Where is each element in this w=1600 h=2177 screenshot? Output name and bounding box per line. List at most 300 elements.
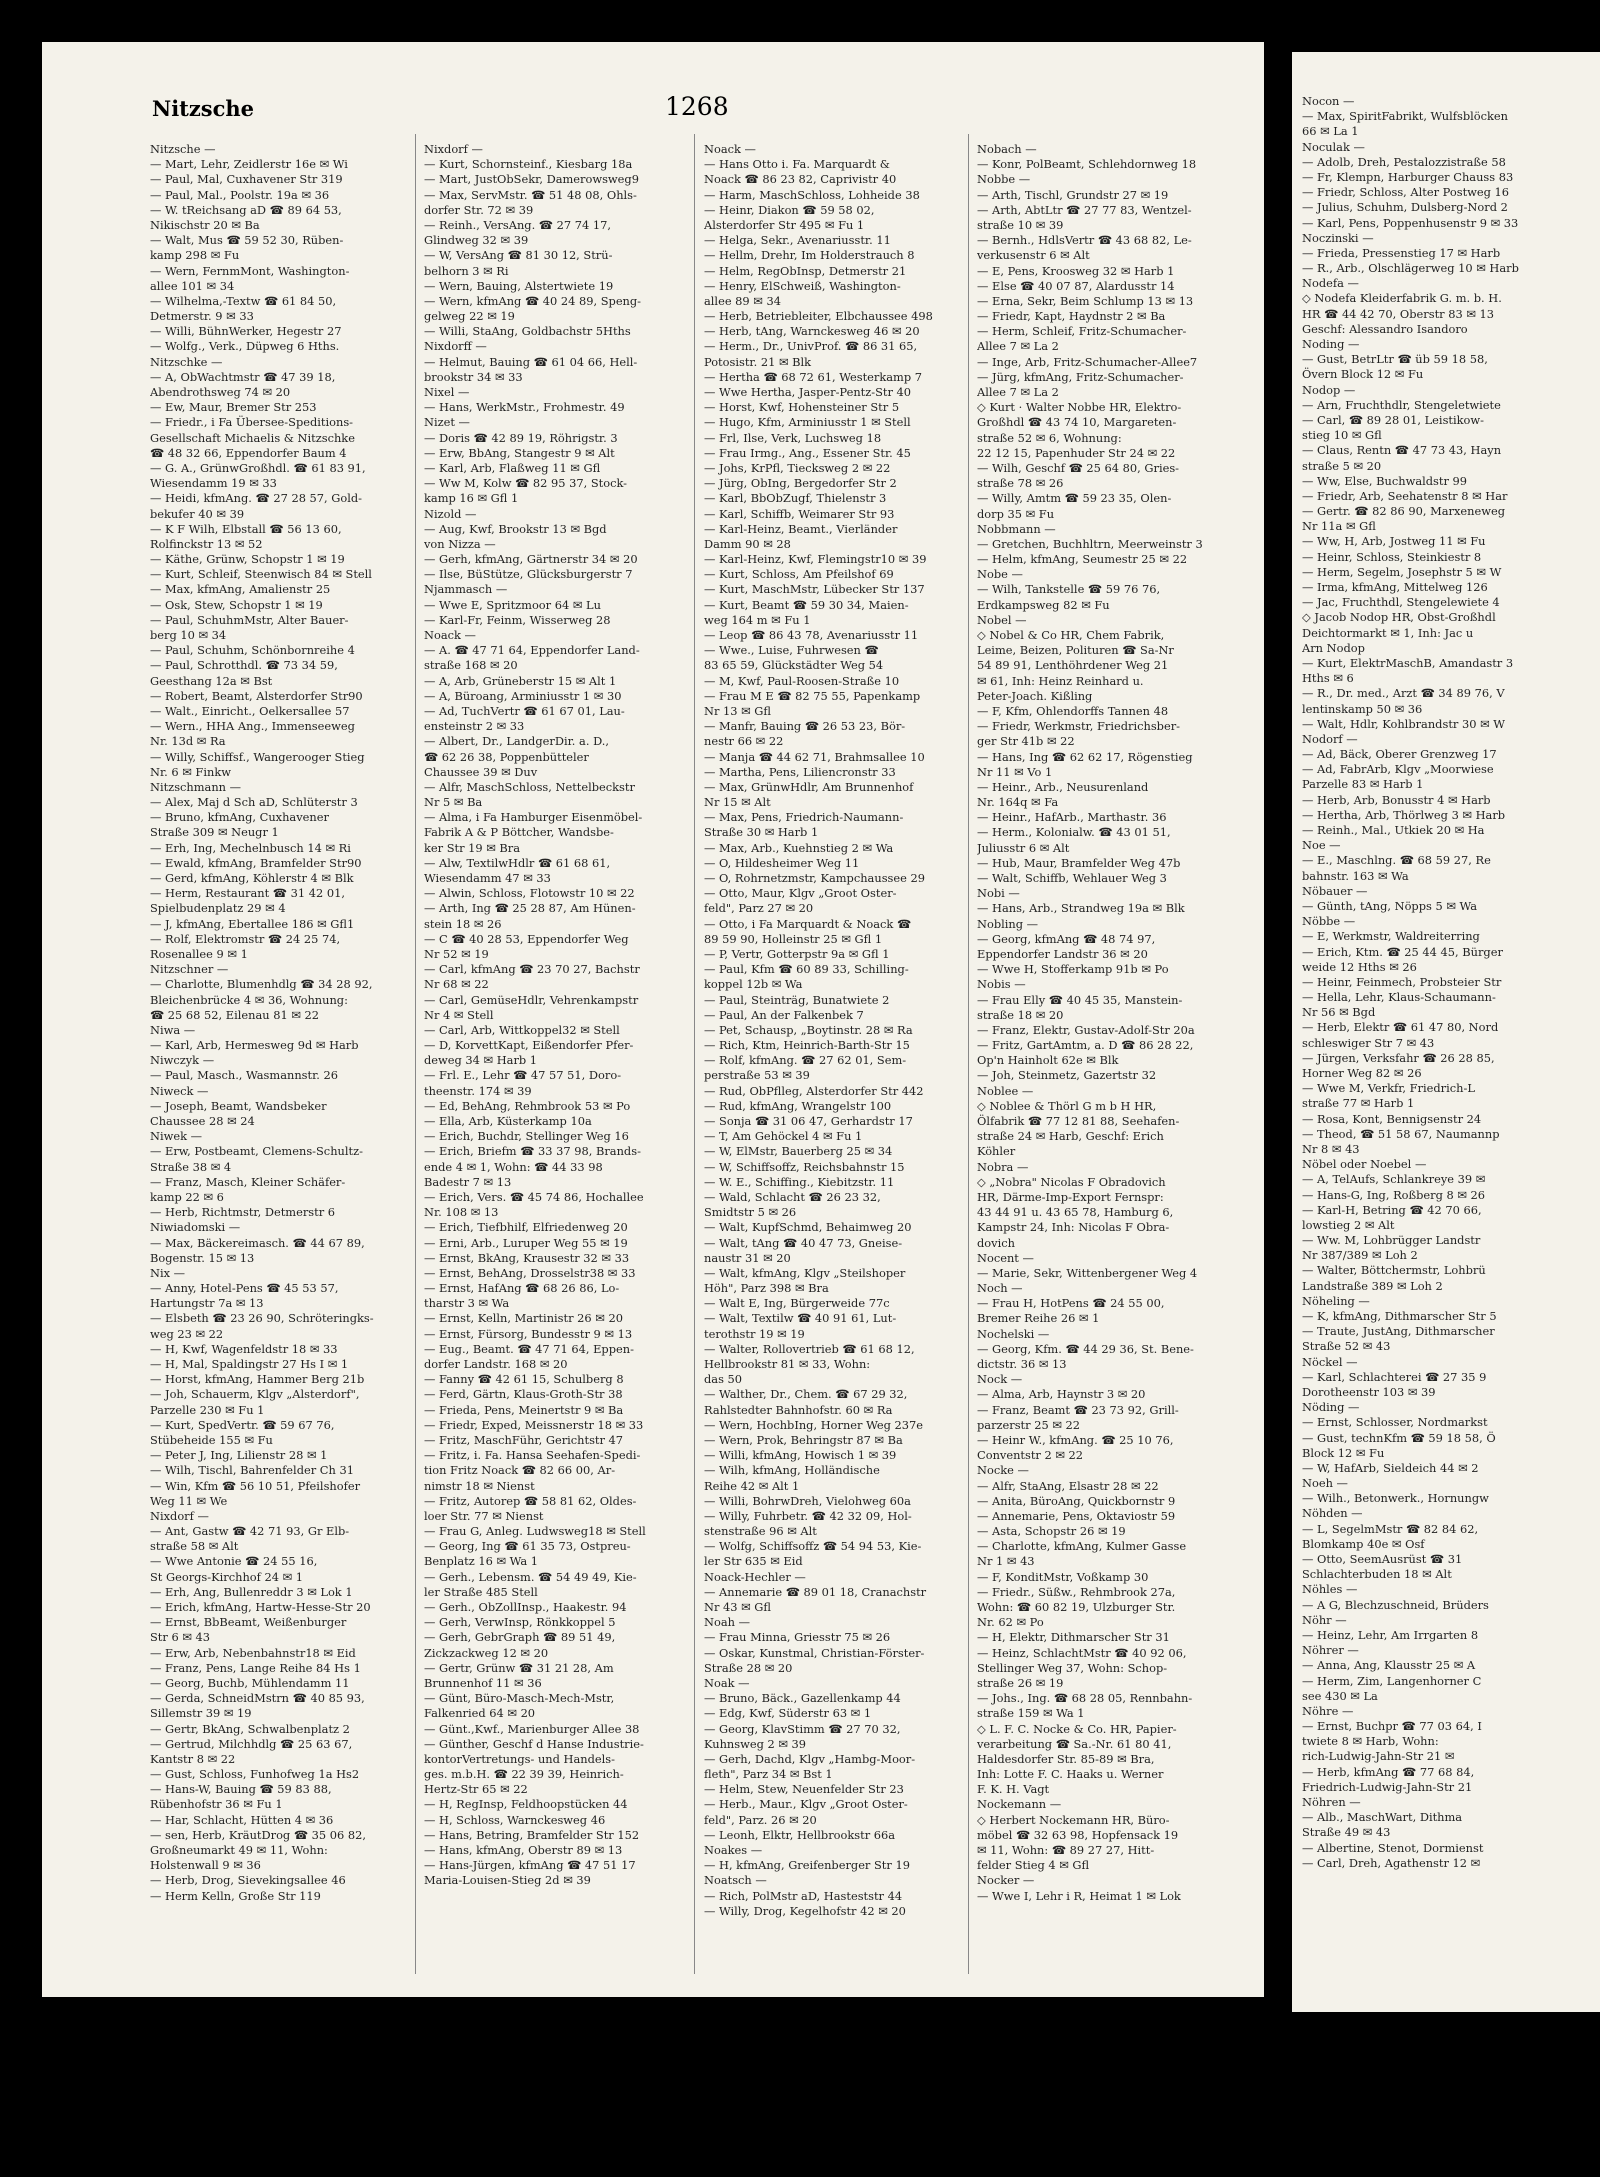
directory-entry: Nr 13 ✉ Gfl (704, 703, 772, 718)
directory-entry: — Max, SpiritFabrikt, Wulfsblöcken (1302, 109, 1508, 124)
directory-entry: — Willi, BühnWerker, Hegestr 27 (150, 324, 342, 339)
directory-entry: — Hans Otto i. Fa. Marquardt & (704, 157, 890, 172)
directory-entry: — Har, Schlacht, Hütten 4 ✉ 36 (150, 1812, 334, 1827)
directory-entry: Großneumarkt 49 ✉ 11, Wohn: (150, 1843, 328, 1857)
directory-entry: — Leonh, Elktr, Hellbrookstr 66a (704, 1827, 896, 1842)
directory-entry: — R., Arb., Olschlägerweg 10 ✉ Harb (1302, 261, 1519, 276)
directory-entry: — Gertr, BkAng, Schwalbenplatz 2 (150, 1721, 350, 1736)
directory-entry: Straße 30 ✉ Harb 1 (704, 825, 819, 840)
directory-entry: Zickzackweg 12 ✉ 20 (424, 1645, 549, 1660)
directory-entry: ☎ 25 68 52, Eilenau 81 ✉ 22 (150, 1007, 319, 1022)
directory-entry: lowstieg 2 ✉ Alt (1302, 1217, 1395, 1232)
directory-entry: Straße 38 ✉ 4 (150, 1159, 232, 1174)
directory-entry: — Wwe E, Spritzmoor 64 ✉ Lu (424, 597, 601, 612)
directory-entry: Potosistr. 21 ✉ Blk (704, 354, 812, 369)
directory-entry: — Paul, Schuhm, Schönbornreihe 4 (150, 643, 355, 658)
directory-entry: straße 18 ✉ 20 (977, 1007, 1064, 1022)
directory-entry: — T, Am Gehöckel 4 ✉ Fu 1 (704, 1129, 863, 1144)
directory-entry: stenstraße 96 ✉ Alt (704, 1524, 817, 1539)
directory-entry: — Ernst, Schlosser, Nordmarkst (1302, 1415, 1488, 1430)
directory-entry: Nöbel oder Noebel — (1302, 1157, 1427, 1172)
directory-entry: — A G, Blechzuschneid, Brüders (1302, 1597, 1489, 1612)
directory-entry: — Herm Kelln, Große Str 119 (150, 1888, 321, 1903)
directory-entry: verarbeitung ☎ Sa.-Nr. 61 80 41, (977, 1736, 1172, 1751)
directory-entry: Nr 387/389 ✉ Loh 2 (1302, 1248, 1418, 1263)
directory-entry: Conventstr 2 ✉ 22 (977, 1448, 1084, 1463)
directory-entry: — Hans, Ing ☎ 62 62 17, Rögenstieg (977, 749, 1193, 764)
directory-entry: Horner Weg 82 ✉ 26 (1302, 1066, 1422, 1080)
column-divider (415, 134, 416, 1974)
directory-entry: — Otto, i Fa Marquardt & Noack ☎ (704, 916, 912, 931)
directory-entry: — Walt E, Ing, Bürgerweide 77c (704, 1296, 890, 1311)
directory-entry: — Ww, Else, Buchwaldstr 99 (1302, 473, 1468, 488)
directory-entry: — Franz, Pens, Lange Reihe 84 Hs 1 (150, 1660, 361, 1675)
directory-entry: ler Straße 485 Stell (424, 1584, 538, 1599)
directory-entry: — Gertr, Grünw ☎ 31 21 28, Am (424, 1660, 614, 1675)
directory-entry: — Alwin, Schloss, Flotowstr 10 ✉ 22 (424, 886, 635, 901)
directory-entry: Nobra — (977, 1159, 1029, 1174)
directory-entry: — Willy, Amtm ☎ 59 23 35, Olen- (977, 491, 1172, 506)
directory-entry: Övern Block 12 ✉ Fu (1302, 367, 1424, 382)
directory-entry: — Ad, Bäck, Oberer Grenzweg 17 (1302, 747, 1497, 762)
directory-entry: — Annemarie ☎ 89 01 18, Cranachstr (704, 1584, 927, 1599)
directory-entry: naustr 31 ✉ 20 (704, 1250, 791, 1265)
directory-entry: — Joh, Steinmetz, Gazertstr 32 (977, 1068, 1157, 1083)
directory-entry: 83 65 59, Glückstädter Weg 54 (704, 658, 884, 673)
directory-entry: Maria-Louisen-Stieg 2d ✉ 39 (424, 1873, 591, 1888)
directory-entry: — Walt., Einricht., Oelkersallee 57 (150, 703, 350, 718)
directory-entry: — Erich, Buchdr, Stellinger Weg 16 (424, 1129, 629, 1144)
directory-entry: — Arth, Ing ☎ 25 28 87, Am Hünen- (424, 901, 636, 916)
directory-entry: Nr 1 ✉ 43 (977, 1554, 1035, 1569)
directory-entry: bahnstr. 163 ✉ Wa (1302, 868, 1409, 883)
directory-entry: — Wwe M, Verkfr, Friedrich-L (1302, 1081, 1475, 1096)
directory-entry: — P, Vertr, Gotterpstr 9a ✉ Gfl 1 (704, 946, 890, 961)
directory-entry: — Herb, Elektr ☎ 61 47 80, Nord (1302, 1020, 1499, 1035)
directory-entry: Noack-Hechler — (704, 1569, 806, 1584)
directory-entry: Nöhles — (1302, 1582, 1358, 1597)
directory-entry: Block 12 ✉ Fu (1302, 1445, 1385, 1460)
directory-entry: straße 78 ✉ 26 (977, 476, 1064, 491)
directory-entry: — Edg, Kwf, Süderstr 63 ✉ 1 (704, 1706, 872, 1721)
directory-entry: Hths ✉ 6 (1302, 671, 1354, 686)
directory-entry: — Erw, Arb, Nebenbahnstr18 ✉ Eid (150, 1645, 356, 1660)
directory-entry: — Gertrud, Milchhdlg ☎ 25 63 67, (150, 1736, 353, 1751)
directory-entry: — Ww, H, Arb, Jostweg 11 ✉ Fu (1302, 534, 1486, 549)
directory-entry: — Willy, Fuhrbetr. ☎ 42 32 09, Hol- (704, 1508, 912, 1523)
directory-entry: — Fritz, i. Fa. Hansa Seehafen-Spedi- (424, 1448, 641, 1463)
directory-entry: — R., Dr. med., Arzt ☎ 34 89 76, V (1302, 686, 1505, 701)
directory-entry: Detmerstr. 9 ✉ 33 (150, 309, 254, 324)
directory-entry: — Mart, JustObSekr, Damerowsweg9 (424, 172, 639, 187)
directory-entry: — Hertha, Arb, Thörlweg 3 ✉ Harb (1302, 807, 1506, 822)
directory-entry: HR, Därme-Imp-Export Fernspr: (977, 1189, 1164, 1204)
directory-entry: straße 159 ✉ Wa 1 (977, 1706, 1085, 1721)
directory-entry: — Gerh, kfmAng, Gärtnerstr 34 ✉ 20 (424, 552, 638, 567)
directory-entry: kontorVertretungs- und Handels- (424, 1751, 615, 1766)
directory-entry: Nobbe — (977, 172, 1031, 187)
directory-entry: Nitzschner — (150, 962, 229, 977)
directory-entry: Niwa — (150, 1022, 196, 1037)
directory-entry: — O, Hildesheimer Weg 11 (704, 855, 860, 870)
directory-entry: — Max, ServMstr. ☎ 51 48 08, Ohls- (424, 187, 637, 202)
directory-entry: — Erh, Ing, Mechelnbusch 14 ✉ Ri (150, 840, 351, 855)
directory-entry: dorfer Str. 72 ✉ 39 (424, 202, 534, 217)
directory-entry: — Fritz, MaschFühr, Gerichtstr 47 (424, 1432, 624, 1447)
directory-entry: — C ☎ 40 28 53, Eppendorfer Weg (424, 931, 629, 946)
directory-entry: — Wern., HHA Ang., Immenseeweg (150, 719, 355, 734)
directory-entry: — Else ☎ 40 07 87, Alardusstr 14 (977, 278, 1175, 293)
directory-entry: — Frau G, Anleg. Ludwsweg18 ✉ Stell (424, 1524, 646, 1539)
directory-entry: — A, Büroang, Arminiusstr 1 ✉ 30 (424, 688, 622, 703)
directory-entry: Leime, Beizen, Polituren ☎ Sa-Nr (977, 643, 1174, 658)
directory-entry: das 50 (704, 1372, 743, 1387)
directory-entry: — Paul, Masch., Wasmannstr. 26 (150, 1068, 339, 1083)
directory-entry: Arn Nodop (1302, 640, 1365, 655)
directory-entry: — Ant, Gastw ☎ 42 71 93, Gr Elb- (150, 1524, 350, 1539)
directory-entry: — Heinr., Arb., Neusurenland (977, 779, 1149, 794)
directory-entry: 54 89 91, Lenthöhrdener Weg 21 (977, 658, 1169, 673)
directory-entry: Niweck — (150, 1083, 209, 1098)
column-4 (977, 142, 1229, 1904)
directory-entry: gelweg 22 ✉ 19 (424, 309, 515, 324)
directory-entry: — Joh, Schauerm, Klgv „Alsterdorf", (150, 1387, 360, 1402)
directory-entry: — Herb, Betriebleiter, Elbchaussee 498 (704, 309, 933, 324)
directory-entry: Nodop — (1302, 382, 1356, 397)
directory-entry: — Bruno, Bäck., Gazellenkamp 44 (704, 1691, 901, 1706)
directory-entry: parzerstr 25 ✉ 22 (977, 1417, 1080, 1432)
directory-entry: — Peter J, Ing, Lilienstr 28 ✉ 1 (150, 1448, 328, 1463)
directory-entry: Nizold — (424, 506, 477, 521)
directory-entry: bekufer 40 ✉ 39 (150, 506, 245, 521)
directory-entry: — sen, Herb, KräutDrog ☎ 35 06 82, (150, 1827, 366, 1842)
directory-entry: — Frau H, HotPens ☎ 24 55 00, (977, 1296, 1165, 1311)
directory-entry: — Frau Minna, Griesstr 75 ✉ 26 (704, 1630, 891, 1645)
directory-entry: 22 12 15, Papenhuder Str 24 ✉ 22 (977, 445, 1176, 460)
directory-entry: St Georgs-Kirchhof 24 ✉ 1 (150, 1569, 304, 1584)
directory-entry: belhorn 3 ✉ Ri (424, 263, 509, 278)
directory-entry: — Anna, Ang, Klausstr 25 ✉ A (1302, 1658, 1476, 1673)
directory-entry: — Otto, SeemAusrüst ☎ 31 (1302, 1552, 1463, 1566)
directory-entry: theenstr. 174 ✉ 39 (424, 1083, 532, 1098)
directory-entry: — Herb, kfmAng ☎ 77 68 84, (1302, 1764, 1475, 1779)
directory-entry: Weg 11 ✉ We (150, 1493, 228, 1508)
directory-entry: — Ew, Maur, Bremer Str 253 (150, 400, 317, 415)
directory-entry: — Willi, StaAng, Goldbachstr 5Hths (424, 324, 631, 339)
directory-entry: Noack — (424, 628, 476, 642)
directory-entry: Chaussee 39 ✉ Duv (424, 764, 538, 779)
column-2 (424, 142, 676, 1889)
directory-entry: — Käthe, Grünw, Schopstr 1 ✉ 19 (150, 552, 345, 567)
directory-entry: — Manfr, Bauing ☎ 26 53 23, Bör- (704, 719, 906, 734)
directory-entry: — Karl, Pens, Poppenhusenstr 9 ✉ 33 (1302, 215, 1519, 230)
directory-entry: — D, KorvettKapt, Eißendorfer Pfer- (424, 1038, 634, 1053)
directory-entry: — Günt.,Kwf., Marienburger Allee 38 (424, 1721, 640, 1736)
directory-entry: Nöhre — (1302, 1703, 1354, 1718)
directory-entry: 89 59 90, Holleinstr 25 ✉ Gfl 1 (704, 931, 883, 946)
directory-entry: — Kurt, SpedVertr. ☎ 59 67 76, (150, 1417, 335, 1432)
directory-entry: ger Str 41b ✉ 22 (977, 734, 1075, 749)
directory-entry: — Walt, Schiffb, Wehlauer Weg 3 (977, 871, 1167, 885)
directory-entry: Nocon — (1302, 94, 1355, 108)
directory-entry: ◇ Herbert Nockemann HR, Büro- (977, 1812, 1170, 1827)
directory-entry: — Friedr, Exped, Meissnerstr 18 ✉ 33 (424, 1417, 644, 1432)
directory-entry: Nixdorf — (150, 1508, 209, 1523)
directory-entry: Rosenallee 9 ✉ 1 (150, 946, 248, 961)
directory-entry: Nitzschmann — (150, 779, 242, 794)
directory-entry: — Helm, Stew, Neuenfelder Str 23 (704, 1782, 904, 1797)
directory-entry: — Kurt, Schleif, Steenwisch 84 ✉ Stell (150, 567, 372, 582)
directory-entry: Geesthang 12a ✉ Bst (150, 673, 273, 688)
directory-entry: — Rolf, kfmAng. ☎ 27 62 01, Sem- (704, 1053, 907, 1068)
directory-entry: 43 44 91 u. 43 65 78, Hamburg 6, (977, 1205, 1174, 1220)
directory-entry: — Wwe H, Stofferkamp 91b ✉ Po (977, 962, 1169, 977)
directory-entry: dorfer Landstr. 168 ✉ 20 (424, 1357, 568, 1371)
directory-entry: — Erh, Ang, Bullenreddr 3 ✉ Lok 1 (150, 1584, 353, 1599)
directory-entry: — Hans-W, Bauing ☎ 59 83 88, (150, 1782, 332, 1797)
directory-entry: dictstr. 36 ✉ 13 (977, 1357, 1067, 1371)
directory-entry: — Harm, MaschSchloss, Lohheide 38 (704, 187, 920, 202)
directory-entry: — Eug., Beamt. ☎ 47 71 64, Eppen- (424, 1341, 634, 1356)
directory-entry: — Fanny ☎ 42 61 15, Schulberg 8 (424, 1372, 624, 1387)
directory-entry: Noe — (1302, 838, 1341, 853)
directory-entry: Großhdl ☎ 43 74 10, Margareten- (977, 415, 1177, 430)
directory-entry: — H, Mal, Spaldingstr 27 Hs I ✉ 1 (150, 1357, 349, 1371)
directory-entry: — Rud, ObPflleg, Alsterdorfer Str 442 (704, 1083, 924, 1098)
directory-entry: Nöhrer — (1302, 1643, 1359, 1658)
directory-entry: Nr 56 ✉ Bgd (1302, 1005, 1376, 1020)
directory-entry: — Frieda, Pressenstieg 17 ✉ Harb (1302, 245, 1501, 260)
directory-entry: — Ad, TuchVertr ☎ 61 67 01, Lau- (424, 703, 625, 718)
directory-entry: — Karl, Schlachterei ☎ 27 35 9 (1302, 1369, 1487, 1384)
directory-entry: feld", Parz. 26 ✉ 20 (704, 1812, 817, 1827)
directory-entry: — Walt, tAng ☎ 40 47 73, Gneise- (704, 1235, 903, 1250)
directory-entry: kamp 16 ✉ Gfl 1 (424, 491, 519, 506)
directory-entry: — Rolf, Elektromstr ☎ 24 25 74, (150, 931, 341, 946)
directory-entry: Nöckel — (1302, 1354, 1358, 1369)
directory-entry: straße 168 ✉ 20 (424, 658, 518, 673)
header-name: Nitzsche (152, 96, 255, 121)
directory-entry: — Gust, technKfm ☎ 59 18 58, Ö (1302, 1430, 1496, 1445)
directory-entry: Nr 52 ✉ 19 (424, 946, 489, 961)
directory-entry: Parzelle 230 ✉ Fu 1 (150, 1402, 265, 1417)
directory-entry: — Georg, kfmAng ☎ 48 74 97, (977, 931, 1156, 946)
directory-entry: — Alw, TextilwHdlr ☎ 61 68 61, (424, 855, 611, 870)
directory-entry: — Walt, KupfSchmd, Behaimweg 20 (704, 1220, 912, 1235)
directory-entry: — Carl, Arb, Wittkoppel32 ✉ Stell (424, 1022, 620, 1037)
directory-entry: nestr 66 ✉ 22 (704, 734, 784, 749)
directory-entry: Nr. 164q ✉ Fa (977, 795, 1059, 810)
directory-entry: — Erich, Tiefbhilf, Elfriedenweg 20 (424, 1220, 628, 1235)
directory-entry: — W, VersAng ☎ 81 30 12, Strü- (424, 248, 613, 263)
directory-entry: Straße 49 ✉ 43 (1302, 1825, 1391, 1840)
directory-entry: Kampstr 24, Inh: Nicolas F Obra- (977, 1220, 1170, 1235)
directory-entry: verkusenstr 6 ✉ Alt (977, 248, 1090, 263)
directory-entry: — Erna, Sekr, Beim Schlump 13 ✉ 13 (977, 293, 1194, 308)
directory-entry: weg 164 m ✉ Fu 1 (704, 612, 811, 627)
directory-entry: Benplatz 16 ✉ Wa 1 (424, 1554, 539, 1569)
directory-entry: — Karl-Heinz, Kwf, Flemingstr10 ✉ 39 (704, 552, 927, 567)
directory-entry: HR ☎ 44 42 70, Oberstr 83 ✉ 13 (1302, 306, 1494, 321)
directory-entry: — Carl, kfmAng ☎ 23 70 27, Bachstr (424, 962, 640, 977)
directory-entry: — Gerd, kfmAng, Köhlerstr 4 ✉ Blk (150, 871, 354, 885)
directory-entry: — Helm, kfmAng, Seumestr 25 ✉ 22 (977, 552, 1188, 567)
directory-entry: Nixdorff — (424, 339, 487, 354)
directory-entry: — Gust, BetrLtr ☎ üb 59 18 58, (1302, 352, 1488, 367)
directory-entry: Stübeheide 155 ✉ Fu (150, 1432, 273, 1447)
directory-entry: Nixel — (424, 385, 470, 399)
directory-entry: ges. m.b.H. ☎ 22 39 39, Heinrich- (424, 1767, 624, 1782)
directory-entry: Glindweg 32 ✉ 39 (424, 233, 529, 248)
directory-entry: — Erw, BbAng, Stangestr 9 ✉ Alt (424, 445, 615, 460)
directory-entry: — Horst, Kwf, Hohensteiner Str 5 (704, 400, 900, 415)
directory-entry: Nöhden — (1302, 1506, 1363, 1521)
directory-entry: — Günt, Büro-Masch-Mech-Mstr, (424, 1691, 615, 1706)
directory-entry: Peter-Joach. Kißling (977, 688, 1093, 703)
directory-entry: felder Stieg 4 ✉ Gfl (977, 1858, 1090, 1873)
directory-entry: Inh: Lotte F. C. Haaks u. Werner (977, 1767, 1164, 1782)
directory-entry: Noeh — (1302, 1476, 1348, 1491)
directory-entry: — Hugo, Kfm, Arminiusstr 1 ✉ Stell (704, 415, 911, 430)
directory-entry: ✉ 11, Wohn: ☎ 89 27 27, Hitt- (977, 1843, 1155, 1857)
directory-entry: — Karl-Fr, Feinm, Wisserweg 28 (424, 612, 611, 627)
directory-entry: Niwek — (150, 1129, 203, 1144)
directory-entry: — G. A., GrünwGroßhdl. ☎ 61 83 91, (150, 460, 366, 475)
directory-entry: — Rich, PolMstr aD, Hasteststr 44 (704, 1888, 903, 1903)
directory-entry: — Reinh., VersAng. ☎ 27 74 17, (424, 217, 611, 232)
directory-entry: — Willi, kfmAng, Howisch 1 ✉ 39 (704, 1448, 897, 1463)
directory-entry: Nr 4 ✉ Stell (424, 1007, 494, 1022)
directory-entry: — Ernst, BkAng, Krausestr 32 ✉ 33 (424, 1250, 630, 1265)
directory-entry: Noatsch — (704, 1873, 767, 1888)
directory-entry: — Henry, ElSchweiß, Washington- (704, 278, 901, 293)
directory-entry: Straße 309 ✉ Neugr 1 (150, 825, 279, 840)
directory-entry: — Friedr, Schloss, Alter Postweg 16 (1302, 185, 1510, 200)
directory-entry: nimstr 18 ✉ Nienst (424, 1478, 535, 1493)
directory-entry: — Jürg, ObIng, Bergedorfer Str 2 (704, 476, 897, 491)
directory-entry: — A, TelAufs, Schlankreye 39 ✉ (1302, 1172, 1486, 1187)
directory-entry: Nobis — (977, 977, 1026, 992)
directory-entry: — Carl, ☎ 89 28 01, Leistikow- (1302, 412, 1484, 427)
directory-entry: — H, kfmAng, Greifenberger Str 19 (704, 1858, 910, 1873)
directory-entry: Noak — (704, 1675, 750, 1690)
directory-entry: — Doris ☎ 42 89 19, Röhrigstr. 3 (424, 430, 618, 445)
directory-entry: Nobling — (977, 916, 1039, 931)
directory-entry: straße 58 ✉ Alt (150, 1539, 239, 1554)
directory-entry: — Frau Irmg., Ang., Essener Str. 45 (704, 445, 911, 460)
directory-entry: — Kurt, Schornsteinf., Kiesbarg 18a (424, 157, 633, 172)
directory-entry: Haldesdorfer Str. 85-89 ✉ Bra, (977, 1751, 1155, 1766)
directory-entry: — Fr, Klempn, Harburger Chauss 83 (1302, 169, 1514, 184)
directory-entry: straße 52 ✉ 6, Wohnung: (977, 430, 1122, 445)
directory-entry: — Johs., Ing. ☎ 68 28 05, Rennbahn- (977, 1691, 1193, 1706)
directory-entry: lentinskamp 50 ✉ 36 (1302, 701, 1423, 716)
directory-entry: straße 5 ✉ 20 (1302, 458, 1382, 473)
directory-entry: möbel ☎ 32 63 98, Hopfensack 19 (977, 1827, 1179, 1842)
directory-entry: Erdkampsweg 82 ✉ Fu (977, 597, 1110, 612)
directory-entry: — Günther, Geschf d Hanse Industrie- (424, 1736, 644, 1751)
directory-entry: — Karl, Arb, Flaßweg 11 ✉ Gfl (424, 460, 601, 475)
directory-entry: — Erni, Arb., Luruper Weg 55 ✉ 19 (424, 1235, 628, 1250)
directory-entry: — Helmut, Bauing ☎ 61 04 66, Hell- (424, 354, 638, 369)
directory-entry: Ölfabrik ☎ 77 12 81 88, Seehafen- (977, 1114, 1180, 1128)
directory-entry: — Hub, Maur, Bramfelder Weg 47b (977, 855, 1181, 870)
directory-entry: ende 4 ✉ 1, Wohn: ☎ 44 33 98 (424, 1159, 603, 1174)
directory-entry: — Charlotte, Blumenhdlg ☎ 34 28 92, (150, 977, 373, 992)
directory-entry: — Wilh, Geschf ☎ 25 64 80, Gries- (977, 460, 1180, 475)
directory-entry: — Heinr, Diakon ☎ 59 58 02, (704, 202, 875, 217)
directory-entry: — Paul, Schrotthdl. ☎ 73 34 59, (150, 658, 338, 673)
directory-entry: Niwiadomski — (150, 1220, 241, 1235)
directory-entry: — Erich, Vers. ☎ 45 74 86, Hochallee (424, 1189, 644, 1204)
directory-entry: — Annemarie, Pens, Oktaviostr 59 (977, 1508, 1176, 1523)
directory-entry: — Friedr, Kapt, Haydnstr 2 ✉ Ba (977, 309, 1166, 324)
directory-entry: Niwczyk — (150, 1053, 215, 1068)
page-header (42, 92, 1264, 132)
directory-entry: tion Fritz Noack ☎ 82 66 00, Ar- (424, 1463, 616, 1478)
directory-entry: — Ww M, Kolw ☎ 82 95 37, Stock- (424, 476, 628, 491)
directory-entry: — Win, Kfm ☎ 56 10 51, Pfeilshofer (150, 1478, 361, 1493)
directory-entry: — Helm, RegObInsp, Detmerstr 21 (704, 263, 907, 278)
directory-entry: — Claus, Rentn ☎ 47 73 43, Hayn (1302, 443, 1502, 458)
directory-entry: — Karl, Arb, Hermesweg 9d ✉ Harb (150, 1038, 359, 1053)
directory-entry: Chaussee 28 ✉ 24 (150, 1114, 255, 1128)
directory-entry: — Wwe Hertha, Jasper-Pentz-Str 40 (704, 385, 912, 399)
directory-entry: — Ernst, BbBeamt, Weißenburger (150, 1615, 347, 1630)
directory-entry: Nocker — (977, 1873, 1035, 1888)
directory-entry: — Walter, Rollovertrieb ☎ 61 68 12, (704, 1341, 915, 1356)
directory-entry: Stellinger Weg 37, Wohn: Schop- (977, 1660, 1168, 1675)
directory-entry: — Hans, Betring, Bramfelder Str 152 (424, 1827, 640, 1842)
directory-entry: — Max, Pens, Friedrich-Naumann- (704, 810, 904, 825)
directory-entry: — Herb, tAng, Warnckesweg 46 ✉ 20 (704, 324, 920, 339)
directory-entry: — Herm, Schleif, Fritz-Schumacher- (977, 324, 1187, 339)
directory-entry: — Karl, Schiffb, Weimarer Str 93 (704, 506, 895, 521)
directory-entry: — Oskar, Kunstmal, Christian-Förster- (704, 1645, 925, 1660)
directory-entry: — Gerh, VerwInsp, Rönkkoppel 5 (424, 1615, 616, 1630)
directory-entry: — Ferd, Gärtn, Klaus-Groth-Str 38 (424, 1387, 623, 1402)
directory-entry: — Karl, BbObZugf, Thielenstr 3 (704, 491, 887, 506)
directory-entry: — Herm, Zim, Langenhorner C (1302, 1673, 1482, 1688)
directory-entry: stieg 10 ✉ Gfl (1302, 428, 1382, 443)
directory-entry: — Wilh., Betonwerk., Hornungw (1302, 1491, 1489, 1506)
directory-entry: Noack ☎ 86 23 82, Caprivistr 40 (704, 172, 897, 187)
directory-entry: ☎ 62 26 38, Poppenbütteler (424, 749, 589, 764)
directory-entry: Nöheling — (1302, 1293, 1370, 1308)
directory-entry: Rahlstedter Bahnhofstr. 60 ✉ Ra (704, 1402, 893, 1417)
directory-entry: — Alma, Arb, Haynstr 3 ✉ 20 (977, 1387, 1146, 1402)
directory-entry: Noch — (977, 1281, 1023, 1296)
directory-entry: Kantstr 8 ✉ 22 (150, 1751, 236, 1766)
directory-entry: — Karl-Heinz, Beamt., Vierländer (704, 521, 898, 536)
directory-entry: — Willy, Drog, Kegelhofstr 42 ✉ 20 (704, 1903, 906, 1918)
directory-entry: — W, Schiffsoffz, Reichsbahnstr 15 (704, 1159, 905, 1174)
directory-entry: Landstraße 389 ✉ Loh 2 (1302, 1278, 1443, 1293)
directory-entry: terothstr 19 ✉ 19 (704, 1326, 805, 1341)
directory-entry: — Gerh., ObZollInsp., Haakestr. 94 (424, 1600, 627, 1614)
directory-entry: — Friedr., i Fa Übersee-Speditions- (150, 415, 354, 430)
directory-entry: — Gertr. ☎ 82 86 90, Marxeneweg (1302, 504, 1506, 519)
directory-entry: — Heinr W., kfmAng. ☎ 25 10 76, (977, 1432, 1174, 1447)
directory-entry: Nock — (977, 1372, 1023, 1387)
directory-entry: — Osk, Stew, Schopstr 1 ✉ 19 (150, 597, 323, 612)
directory-entry: — Herm, Segelm, Josephstr 5 ✉ W (1302, 564, 1502, 579)
directory-entry: Nr 8 ✉ 43 (1302, 1141, 1360, 1156)
directory-entry: — Herb., Maur., Klgv „Groot Oster- (704, 1797, 908, 1812)
directory-entry: — Wern, HochbIng, Horner Weg 237e (704, 1417, 924, 1432)
directory-entry: — Carl, Dreh, Agathenstr 12 ✉ (1302, 1855, 1481, 1870)
directory-entry: ◇ Nobel & Co HR, Chem Fabrik, (977, 628, 1165, 642)
